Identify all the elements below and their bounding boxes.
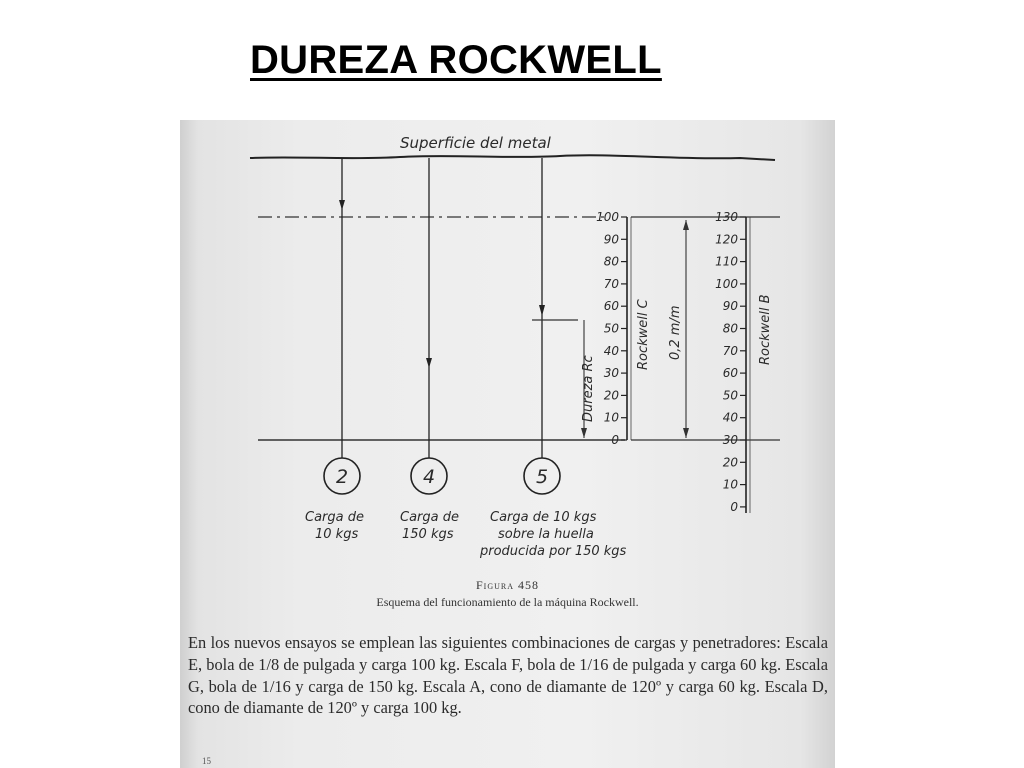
scale-b-tick-label: 80 (722, 321, 738, 336)
scale-b-tick-label: 20 (722, 455, 738, 470)
scale-c-tick-label: 30 (603, 366, 619, 381)
scale-b-tick-label: 40 (722, 410, 738, 425)
scale-b-tick-label: 30 (722, 433, 738, 447)
scale-b-tick-label: 50 (722, 388, 738, 403)
metal-surface-line (250, 155, 775, 160)
scale-c-tick-label: 70 (603, 276, 619, 291)
figure-caption-subtitle: Esquema del funcionamiento de la máquina Rockwell. (376, 595, 639, 609)
scale-c-tick-label: 80 (603, 254, 619, 269)
indenter-4-caption-line1: Carga de (400, 510, 459, 525)
slide-title: DUREZA ROCKWELL (250, 38, 662, 82)
scale-c-tick-label: 50 (603, 321, 619, 336)
page-number: 15 (202, 756, 211, 766)
dureza-rc-label: Dureza Rc (581, 355, 596, 422)
scale-b-tick-label: 70 (722, 343, 738, 358)
scale-c-tick-label: 40 (603, 343, 619, 358)
measure-arrow-bottom (683, 428, 689, 438)
indenter-2-caption-line1: Carga de (305, 510, 364, 525)
indenter-2-arrow (339, 200, 345, 210)
scale-c-tick-label: 60 (603, 299, 619, 314)
scale-c-tick-label: 20 (603, 388, 619, 403)
scale-b-tick-label: 100 (715, 276, 738, 291)
indenter-5-caption-line2: sobre la huella (498, 527, 594, 542)
scale-b-tick-label: 90 (722, 299, 738, 314)
scale-b-tick-label: 130 (715, 210, 738, 224)
figure-caption-title: Figura 458 (475, 578, 539, 592)
scanned-figure (180, 120, 835, 768)
scale-b-tick-label: 0 (730, 499, 738, 514)
indenter-4-number: 4 (423, 466, 436, 488)
body-paragraph: En los nuevos ensayos se emplean las siguientes combinaciones de cargas y penetradores: Escala E, bola de 1/8 de pulgada y carga 100 kg. Escala F, bola de 1/16 de pulgada y carga 60 kg. Escala G, bola de 1/16 y carga de 150 kg. Escala A, cono de diamante de 120º y carga 60 kg. Escala D, cono de diamante de 120º y carga 100 kg. (188, 633, 828, 718)
scale-c-tick-label: 0 (611, 433, 619, 447)
scale-b-tick-label: 10 (722, 477, 738, 492)
rockwell-b-label: Rockwell B (758, 294, 773, 365)
measure-arrow-top (683, 220, 689, 230)
measure-label: 0,2 m/m (668, 305, 683, 360)
indenter-2-caption-line2: 10 kgs (315, 527, 359, 542)
indenter-5-caption-line3: producida por 150 kgs (480, 544, 627, 559)
scale-b-tick-label: 110 (715, 254, 738, 269)
surface-label: Superficie del metal (400, 134, 551, 152)
indenter-2-number: 2 (336, 466, 349, 488)
indenter-4-arrow (426, 358, 432, 368)
scale-c-tick-label: 90 (603, 232, 619, 247)
scale-c-tick-label: 10 (603, 410, 619, 425)
dureza-rc-arrowhead (581, 428, 587, 438)
scale-c-tick-group (596, 210, 627, 447)
scale-b-tick-group (715, 210, 746, 514)
scale-b-tick-label: 60 (722, 366, 738, 381)
rockwell-diagram (180, 120, 835, 590)
indenter-5-caption-line1: Carga de 10 kgs (490, 510, 597, 525)
scale-c-tick-label: 100 (596, 210, 619, 224)
rockwell-c-label: Rockwell C (636, 299, 651, 370)
indenter-5-number: 5 (536, 466, 549, 488)
indenter-5-arrow (539, 305, 545, 316)
scale-b-tick-label: 120 (715, 232, 738, 247)
indenter-4-caption-line2: 150 kgs (402, 527, 454, 542)
